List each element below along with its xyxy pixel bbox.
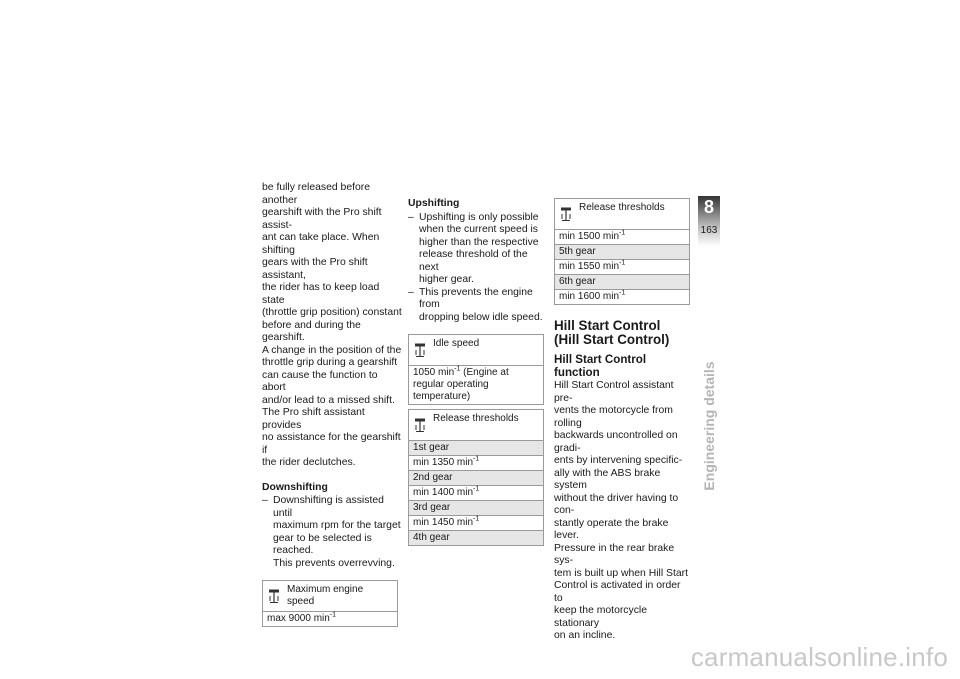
threshold-cell [555, 260, 690, 275]
value-exponent: -1 [454, 365, 461, 373]
text-line: gear to be selected is reached. [273, 532, 372, 556]
table-row [555, 260, 690, 275]
table-row [555, 230, 690, 245]
table-heading: Release thresholds [579, 202, 665, 213]
table-cell [263, 612, 398, 627]
text-line: maximum rpm for the target [273, 520, 401, 531]
downshifting-heading: Downshifting [262, 481, 328, 493]
text-line: This prevents the engine from [419, 286, 533, 310]
table-header-cell [409, 335, 544, 366]
table-row [409, 441, 544, 456]
gear-cell: 4th gear [409, 531, 544, 546]
text-line: can cause the function to abort [262, 369, 378, 393]
max-engine-speed-table [262, 580, 398, 627]
table-row [409, 410, 544, 441]
table-row [263, 612, 398, 627]
text-line: tem is built up when Hill Start [554, 567, 688, 579]
text-line: dropping below idle speed. [419, 311, 543, 323]
text-line: ally with the ABS brake system [554, 467, 661, 491]
table-heading: Idle speed [433, 338, 480, 349]
text-line: before and during the gearshift. [262, 319, 361, 343]
downshifting-list [262, 495, 402, 570]
text-line: This prevents overrevving. [273, 557, 395, 569]
value-text: max 9000 min [267, 613, 330, 624]
heading-line: (Hill Start Control) [554, 332, 670, 347]
threshold-cell [409, 516, 544, 531]
release-thresholds-table-2 [554, 198, 690, 305]
hill-start-body [554, 380, 692, 643]
release-thresholds-table-1 [408, 409, 544, 546]
text-line: Pressure in the rear brake sys- [554, 542, 675, 566]
engine-speed-spec-icon [414, 417, 426, 433]
text-line: without the driver having to con- [554, 492, 679, 516]
section-heading [554, 319, 692, 347]
gear-cell: 5th gear [555, 245, 690, 260]
value-exponent: -1 [619, 289, 626, 297]
text-line: A change in the position of the [262, 344, 402, 356]
text-line: on an incline. [554, 630, 616, 641]
column-3 [554, 198, 692, 643]
heading-line: Hill Start Control [554, 318, 661, 333]
column-2 [408, 198, 546, 546]
table-cell [409, 366, 544, 405]
text-line: Upshifting is only possible [419, 211, 539, 223]
gear-cell: 6th gear [555, 275, 690, 290]
text-line: Downshifting is assisted until [273, 495, 384, 519]
text-line: backwards uncontrolled on gradi- [554, 430, 678, 454]
column-1 [262, 182, 402, 627]
text-line: the rider declutches. [262, 457, 356, 468]
table-heading: Maximum engine speed [287, 584, 364, 607]
text-line: gears with the Pro shift assistant, [262, 257, 368, 281]
table-row [409, 366, 544, 405]
text-line: release threshold of the next [419, 249, 528, 273]
threshold-cell [409, 456, 544, 471]
text-line: keep the motorcycle stationary [554, 605, 647, 629]
value-text: min 1350 min [413, 457, 474, 468]
gear-cell: 2nd gear [409, 471, 544, 486]
value-text: min 1400 min [413, 487, 474, 498]
upshifting-heading: Upshifting [408, 198, 460, 209]
table-row [409, 335, 544, 366]
value-exponent: -1 [619, 259, 626, 267]
text-line: the rider has to keep load state [262, 282, 380, 306]
value-exponent: -1 [329, 611, 337, 619]
text-line: higher than the respective [419, 236, 539, 248]
text-line: (throttle grip position) constant [262, 307, 402, 318]
text-line: stantly operate the brake lever. [554, 517, 669, 541]
engine-speed-spec-icon [414, 342, 426, 358]
table-row [409, 516, 544, 531]
value-text: min 1550 min [559, 261, 620, 272]
gear-cell: 1st gear [409, 441, 544, 456]
engine-speed-spec-icon [560, 206, 572, 222]
text-line: and/or lead to a missed shift. [262, 394, 395, 406]
chapter-number: 8 [703, 197, 714, 217]
text-line: no assistance for the gearshift if [262, 432, 401, 456]
list-item [408, 212, 546, 287]
text-line: vents the motorcycle from rolling [554, 405, 673, 429]
table-row [409, 501, 544, 516]
chapter-title: Engineering details [701, 361, 717, 491]
text-line: Hill Start Control assistant pre- [554, 380, 674, 404]
value-exponent: -1 [473, 455, 480, 463]
table-header-cell [409, 410, 544, 441]
table-row [409, 471, 544, 486]
text-line: higher gear. [419, 274, 474, 285]
text-line: gearshift with the Pro shift assist- [262, 207, 382, 231]
value-exponent: -1 [473, 515, 480, 523]
table-row [409, 531, 544, 546]
table-row [555, 290, 690, 305]
table-row [409, 486, 544, 501]
table-row [409, 456, 544, 471]
text-line: when the current speed is [419, 224, 538, 235]
upshifting-list [408, 212, 546, 325]
table-header-cell [263, 581, 398, 612]
text-line: ents by intervening specific- [554, 455, 683, 466]
table-row [555, 199, 690, 230]
value-text: 1050 min [413, 367, 455, 378]
gear-cell: 3rd gear [409, 501, 544, 516]
idle-speed-table [408, 334, 544, 405]
value-text: min 1500 min [559, 231, 620, 242]
value-text: min 1600 min [559, 291, 620, 302]
text-line: ant can take place. When shifting [262, 232, 380, 256]
text-line: The Pro shift assistant provides [262, 407, 365, 431]
threshold-cell [555, 290, 690, 305]
chapter-side-title [697, 361, 721, 491]
text-line: be fully released before another [262, 182, 371, 206]
table-row [555, 275, 690, 290]
value-note: (Engine at regular operating temperature) [413, 367, 509, 402]
value-exponent: -1 [473, 485, 480, 493]
table-row [263, 581, 398, 612]
text-line: Control is activated in order to [554, 580, 681, 604]
engine-speed-spec-icon [268, 588, 280, 604]
list-item [408, 287, 546, 325]
intro-paragraph [262, 182, 402, 470]
value-text: min 1450 min [413, 517, 474, 528]
table-row [555, 245, 690, 260]
table-header-cell [555, 199, 690, 230]
table-heading: Release thresholds [433, 413, 519, 424]
text-line: throttle grip during a gearshift [262, 357, 398, 368]
threshold-cell [555, 230, 690, 245]
page-number: 163 [700, 225, 718, 236]
watermark: carmanualsonline.info [690, 642, 948, 672]
list-item [262, 495, 402, 570]
threshold-cell [409, 486, 544, 501]
function-heading: Hill Start Control function [554, 353, 647, 379]
value-exponent: -1 [619, 229, 626, 237]
